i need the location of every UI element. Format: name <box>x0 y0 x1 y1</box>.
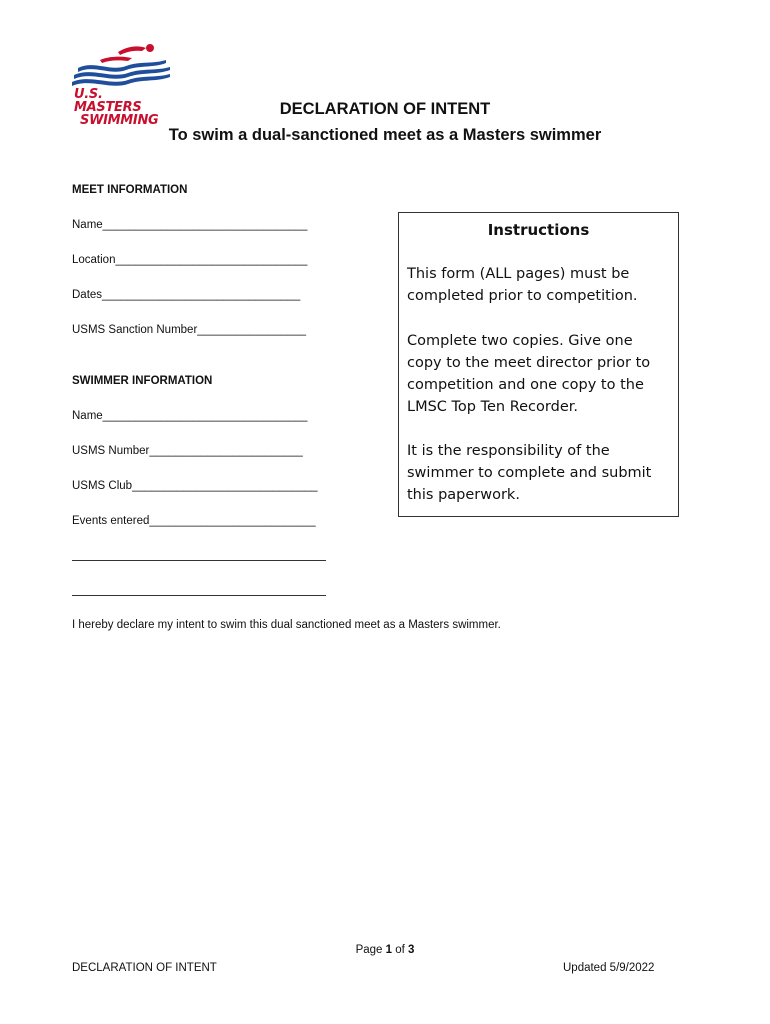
instructions-paragraph-1: This form (ALL pages) must be completed prior to competition. <box>407 266 638 304</box>
page-number-of: of <box>392 944 409 956</box>
usms-number-field[interactable]: USMS Number________________________ <box>72 445 303 457</box>
logo-line-2: SWIMMING <box>80 113 159 128</box>
instructions-paragraph-3: It is the responsibility of the swimmer to complete and submit this paperwork. <box>407 443 652 503</box>
page-number-total: 3 <box>408 944 415 956</box>
page-number-prefix: Page <box>355 944 386 956</box>
swimmer-name-field[interactable]: Name________________________________ <box>72 410 308 422</box>
meet-location-field[interactable]: Location______________________________ <box>72 254 308 266</box>
footer-updated-date: Updated 5/9/2022 <box>563 962 655 974</box>
events-blank-line-2[interactable] <box>72 595 326 596</box>
usms-club-field[interactable]: USMS Club_____________________________ <box>72 480 318 492</box>
instructions-paragraph-2: Complete two copies. Give one copy to the meet director prior to competition and one copy to the LMSC Top Ten Recorder. <box>407 333 651 415</box>
page-number-current: 1 <box>385 944 393 956</box>
events-entered-field[interactable]: Events entered__________________________ <box>72 515 316 527</box>
declaration-statement: I hereby declare my intent to swim this dual sanctioned meet as a Masters swimmer. <box>72 619 501 631</box>
meet-dates-field[interactable]: Dates_______________________________ <box>72 289 301 301</box>
page-number <box>0 944 770 956</box>
instructions-box <box>398 212 679 517</box>
instructions-heading: Instructions <box>487 221 590 239</box>
page-title: DECLARATION OF INTENT <box>279 100 491 118</box>
footer-document-title: DECLARATION OF INTENT <box>72 962 217 974</box>
swimmer-waves-icon <box>70 42 174 90</box>
logo-line-1: U.S. MASTERS <box>74 87 142 115</box>
events-blank-line-1[interactable] <box>72 560 326 561</box>
page-subtitle: To swim a dual-sanctioned meet as a Masters swimmer <box>168 126 602 144</box>
meet-information-heading: MEET INFORMATION <box>72 184 188 196</box>
swimmer-information-heading: SWIMMER INFORMATION <box>72 375 213 387</box>
meet-name-field[interactable]: Name________________________________ <box>72 219 308 231</box>
usms-sanction-number-field[interactable]: USMS Sanction Number_________________ <box>72 324 306 336</box>
